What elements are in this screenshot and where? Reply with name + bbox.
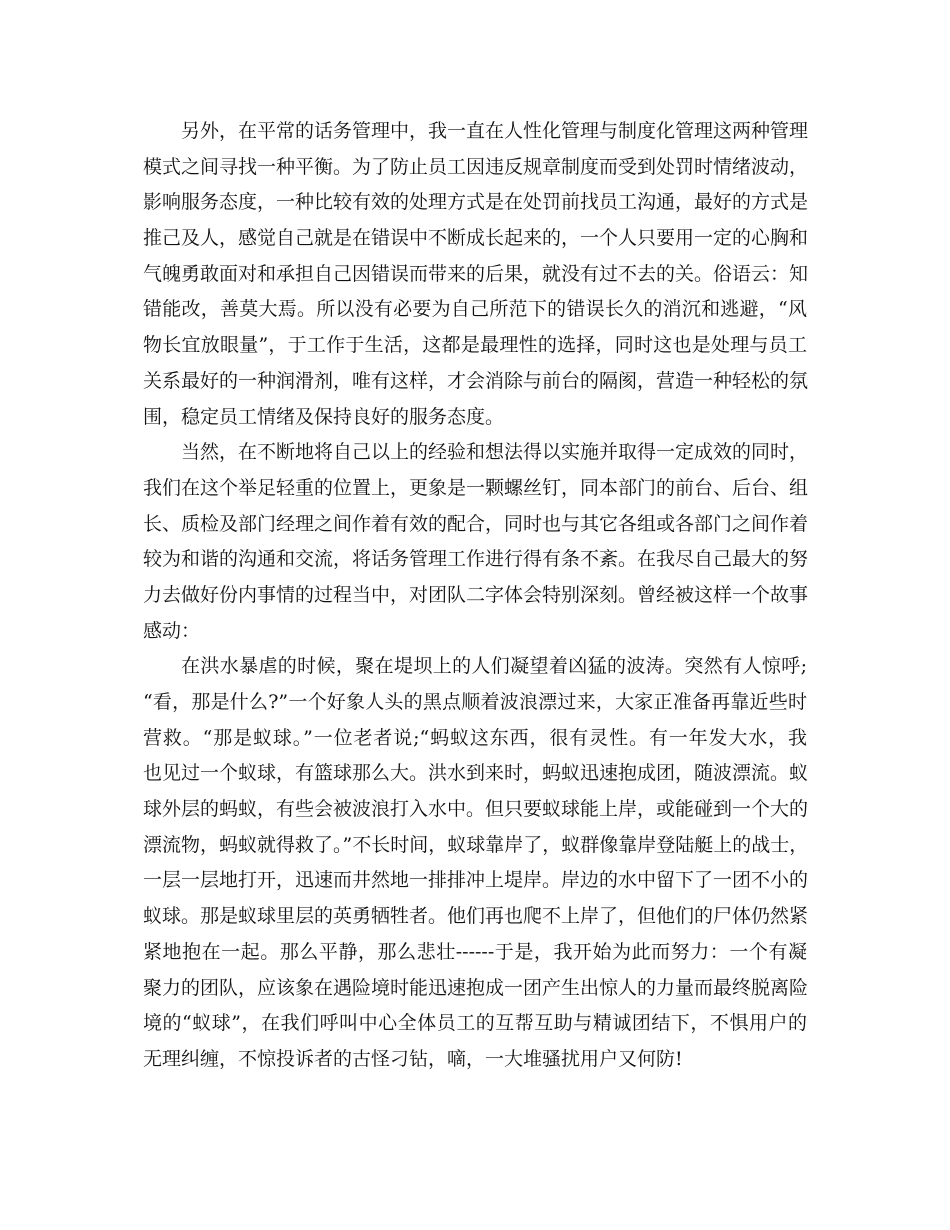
paragraph-line: 影响服务态度，一种比较有效的处理方式是在处罚前找员工沟通，最好的方式是	[143, 191, 809, 214]
paragraph-line: 境的“蚁球”，在我们呼叫中心全体员工的互帮互助与精诚团结下，不惧用户的	[143, 1012, 807, 1035]
paragraph-line: 另外，在平常的话务管理中，我一直在人性化管理与制度化管理这两种管理	[181, 120, 809, 142]
paragraph-line: 围，稳定员工情绪及保持良好的服务态度。	[143, 405, 505, 428]
paragraph-line: 球外层的蚂蚁，有些会被波浪打入水中。但只要蚁球能上岸，或能碰到一个大的	[143, 798, 809, 821]
paragraph-line: 紧地抱在一起。那么平静，那么悲壮------于是，我开始为此而努力：一个有凝	[143, 940, 807, 963]
paragraph-line: 力去做好份内事情的过程当中，对团队二字体会特别深刻。曾经被这样一个故事	[143, 583, 809, 606]
paragraph-1	[143, 114, 807, 435]
paragraph-line: 感动：	[143, 619, 201, 642]
paragraph-line: 在洪水暴虐的时候，聚在堤坝上的人们凝望着凶猛的波涛。突然有人惊呼;	[181, 655, 807, 678]
paragraph-line: 气魄勇敢面对和承担自己因错误而带来的后果，就没有过不去的关。俗语云：知	[143, 262, 809, 285]
paragraph-line: 关系最好的一种润滑剂，唯有这样，才会消除与前台的隔阂，营造一种轻松的氛	[143, 369, 809, 392]
paragraph-line: 模式之间寻找一种平衡。为了防止员工因违反规章制度而受到处罚时情绪波动，	[143, 155, 809, 178]
paragraph-line: 无理纠缠，不惊投诉者的古怪刁钻，嘀，一大堆骚扰用户又何防!	[143, 1047, 683, 1070]
paragraph-line: 漂流物，蚂蚁就得救了。”不长时间，蚁球靠岸了，蚁群像靠岸登陆艇上的战士，	[143, 833, 809, 856]
paragraph-2	[143, 435, 807, 649]
paragraph-3	[143, 649, 807, 1077]
paragraph-line: 一层一层地打开，迅速而井然地一排排冲上堤岸。岸边的水中留下了一团不小的	[143, 869, 809, 892]
paragraph-line: 当然，在不断地将自己以上的经验和想法得以实施并取得一定成效的同时，	[181, 441, 809, 464]
paragraph-line: 长、质检及部门经理之间作着有效的配合，同时也与其它各组或各部门之间作着	[143, 512, 809, 535]
paragraph-line: 聚力的团队，应该象在遇险境时能迅速抱成一团产生出惊人的力量而最终脱离险	[143, 976, 809, 999]
paragraph-line: 也见过一个蚁球，有篮球那么大。洪水到来时，蚂蚁迅速抱成团，随波漂流。蚁	[143, 762, 809, 785]
paragraph-line: 我们在这个举足轻重的位置上，更象是一颗螺丝钉，同本部门的前台、后台、组	[143, 476, 809, 499]
paragraph-line: “看，那是什么?”一个好象人头的黑点顺着波浪漂过来，大家正准备再靠近些时	[143, 691, 807, 713]
document-page	[143, 114, 807, 1078]
paragraph-line: 物长宜放眼量”，于工作于生活，这都是最理性的选择，同时这也是处理与员工	[143, 334, 807, 357]
paragraph-line: 较为和谐的沟通和交流，将话务管理工作进行得有条不紊。在我尽自己最大的努	[143, 548, 809, 571]
paragraph-line: 蚁球。那是蚁球里层的英勇牺牲者。他们再也爬不上岸了，但他们的尸体仍然紧	[143, 905, 809, 928]
paragraph-line: 错能改，善莫大焉。所以没有必要为自己所范下的错误长久的消沉和逃避，“风	[143, 298, 807, 321]
paragraph-line: 营救。“那是蚁球。”一位老者说;“蚂蚁这东西，很有灵性。有一年发大水，我	[143, 726, 807, 749]
paragraph-line: 推己及人，感觉自己就是在错误中不断成长起来的，一个人只要用一定的心胸和	[143, 227, 809, 250]
